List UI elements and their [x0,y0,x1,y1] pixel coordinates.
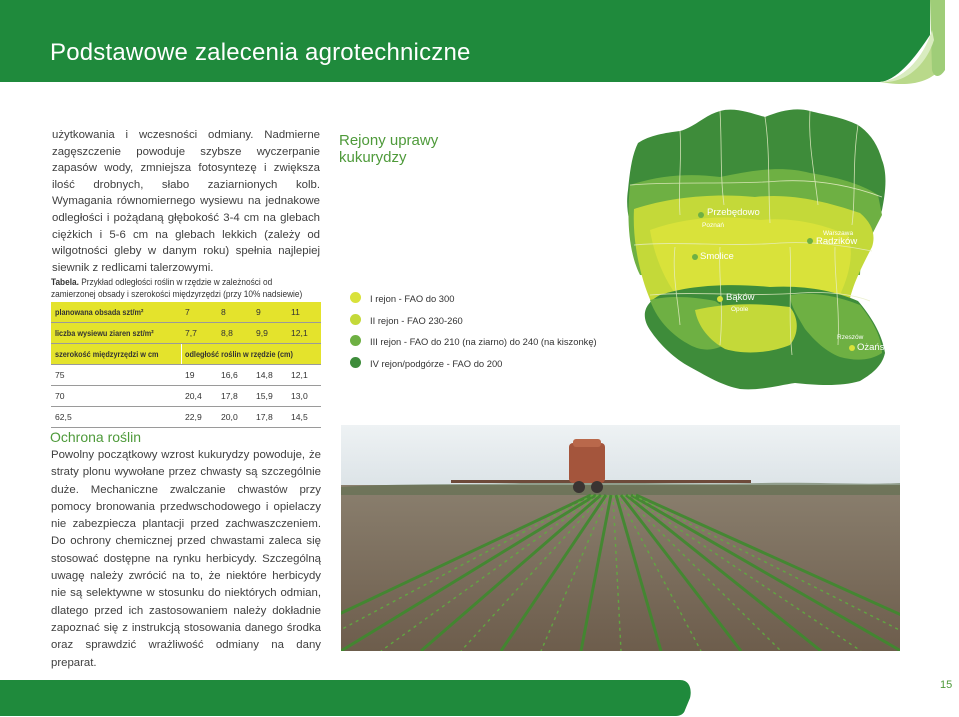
table-label-density: planowana obsada szt/m² [55,307,144,317]
intro-paragraph [52,127,320,276]
map-label-radzikow: Radzików [816,236,858,247]
table-cell: 14,8 [256,370,273,380]
table-cell: 14,5 [291,412,308,422]
map-label-bakow: Bąków [726,292,755,303]
header-banner [0,0,959,90]
table-cell: 8,8 [221,328,233,338]
legend-item [350,335,597,357]
map-label-przebedowo: Przebędowo [707,207,760,218]
legend-swatch [350,314,361,325]
table-header-distance: odległość roślin w rzędzie (cm) [185,349,293,359]
table-row [51,407,321,428]
map-label-opole: Opole [731,306,749,313]
table-cell: 9 [256,307,261,317]
table-row-density [51,302,321,323]
poland-region-map [620,105,895,400]
table-cell-width: 70 [55,391,65,401]
map-label-smolice: Smolice [700,251,734,262]
table-cell: 12,1 [291,370,308,380]
legend-item [350,292,597,314]
table-cell: 13,0 [291,391,308,401]
table-row [51,365,321,386]
table-cell: 20,4 [185,391,202,401]
map-label-rzeszow: Rzeszów [837,334,864,341]
footer-bar [0,680,700,717]
map-title-line2: kukurydzy [339,149,407,166]
table-cell: 16,6 [221,370,238,380]
table-cell: 8 [221,307,226,317]
table-cell: 19 [185,370,195,380]
legend-swatch [350,357,361,368]
city-dot [717,296,723,302]
table-cell: 17,8 [256,412,273,422]
legend-label: II rejon - FAO 230-260 [370,314,463,326]
city-dot [807,238,813,244]
table-caption [51,276,309,300]
page-title: Podstawowe zalecenia agrotechniczne [50,39,471,66]
table-cell: 7,7 [185,328,197,338]
legend-item [350,314,597,336]
map-label-poznan: Poznań [702,222,725,229]
table-cell: 7 [185,307,190,317]
table-cell: 17,8 [221,391,238,401]
table-cell-width: 75 [55,370,65,380]
map-title [339,132,438,166]
table-cell: 12,1 [291,328,308,338]
protection-text: Powolny początkowy wzrost kukurydzy powoduje, że straty plonu wywołane przez chwasty są szczególnie duże. Mechaniczne zwalczanie chwastów przy pomocy bronowania przedwschodowego i opielaczy nie zabezpiecza plantacji przed zachwaszczeniem. Do ochrony chemicznej przed chwastami zaleca się stosować dostępne na rynku herbicydy. Szczególną uwagę należy zwrócić na to, że niektóre herbicydy nie są selektywne w stosunku do niektórych odmian, dlatego przed ich zastosowaniem należy dokładnie zapoznać się z instrukcją stosowania danego środka oraz sprawdzić wrażliwość odmiany na dany preparat. [51,449,321,669]
table-cell: 22,9 [185,412,202,422]
legend-label: III rejon - FAO do 210 (na ziarno) do 240 (na kiszonkę) [370,336,597,347]
legend-item [350,357,597,379]
legend-label: I rejon - FAO do 300 [370,293,455,304]
legend-label: IV rejon/podgórze - FAO do 200 [370,357,503,369]
map-label-warszawa: Warszawa [823,230,854,237]
table-cell: 11 [291,307,300,317]
map-title-line1: Rejony uprawy [339,132,439,149]
table-cell: 15,9 [256,391,273,401]
table-row-spacing-header [51,344,321,365]
table-caption-label: Tabela. [51,277,79,287]
table-cell: 20,0 [221,412,238,422]
table-cell: 9,9 [256,328,268,338]
table-row [51,386,321,407]
table-label-seeds: liczba wysiewu ziaren szt/m² [55,328,154,338]
city-dot [698,212,704,218]
city-dot [692,254,698,260]
legend-swatch [350,292,361,303]
table-row-seeds [51,323,321,344]
table-label-spacing: szerokość międzyrzędzi w cm [55,349,159,359]
table-caption-text: Przykład odległości roślin w rzędzie w zależności od zamierzonej obsady i szerokości międzyrzędzi (przy 10% nadsiewie) [51,277,303,299]
map-label-ozansk: Ożańsk [857,342,890,353]
protection-paragraph [51,447,321,672]
city-dot [849,345,855,351]
field-sprayer-photo [341,425,900,651]
map-legend [350,292,597,378]
page-number: 15 [940,679,953,691]
intro-text: użytkowania i wczesności odmiany. Nadmierne zagęszczenie powoduje szybsze wyczerpanie zapasów wody, zmniejsza fotosyntezę i zwiększa ilość drobnych, słabo zaziarnionych kolb. Wymagania równomiernego wysiewu na jednakowe odległości i pożądaną głębokość 3-4 cm na glebach ciężkich i 5-6 cm na glebach lekkich (zależy od wilgotności gleby w danym roku) spełnia najlepiej siewnik z redlicami talerzowymi. [52,129,320,274]
table-cell-width: 62,5 [55,412,72,422]
section-title-protection: Ochrona roślin [50,429,142,445]
legend-swatch [350,335,361,346]
spacing-table [51,302,321,428]
